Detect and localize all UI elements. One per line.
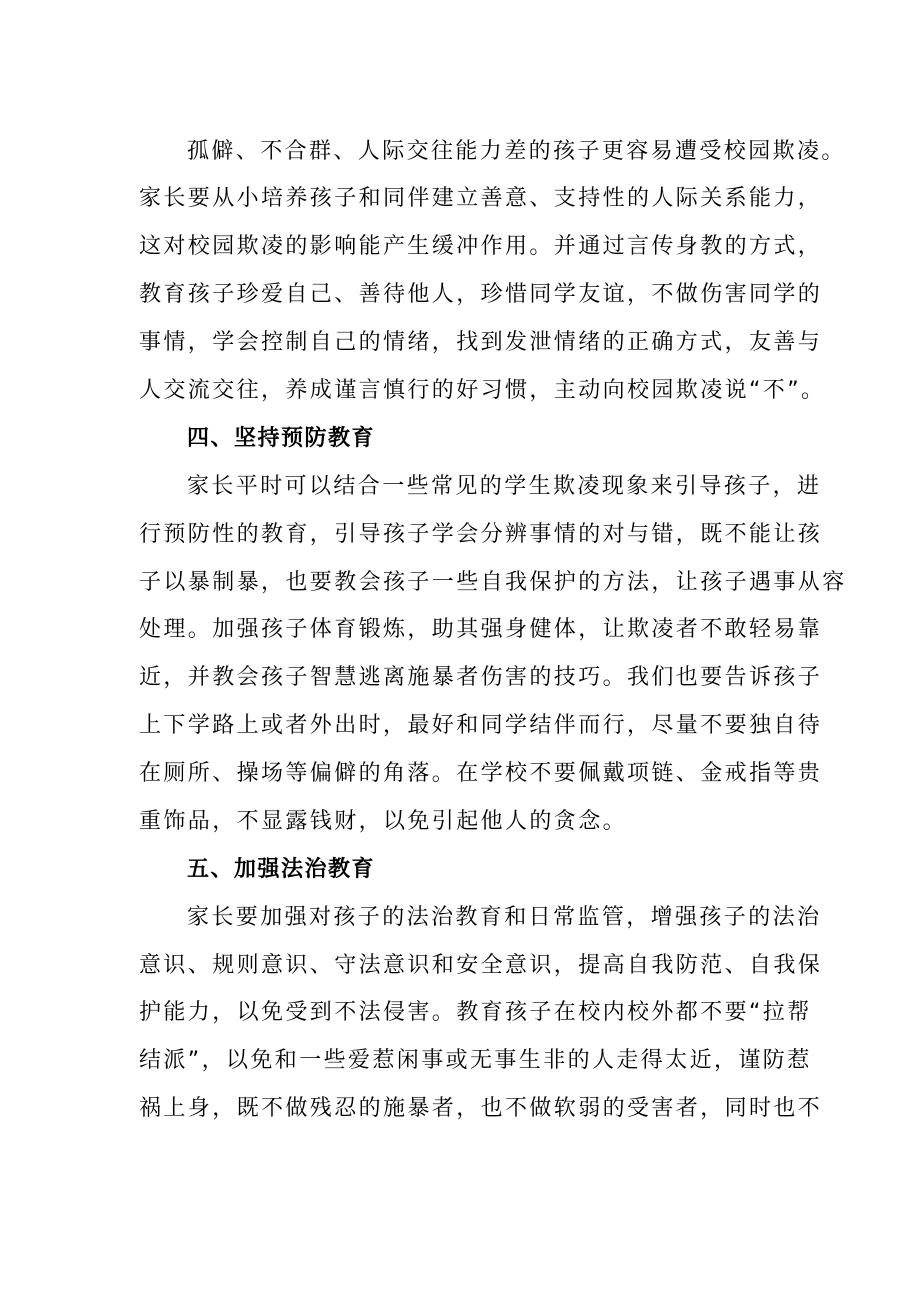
text-line: 家长平时可以结合一些常见的学生欺凌现象来引导孩子，进 — [187, 474, 822, 499]
text-line: 行预防性的教育，引导孩子学会分辨事情的对与错，既不能让孩 — [139, 522, 823, 547]
text-line: 家长要加强对孩子的法治教育和日常监管，增强孩子的法治 — [187, 905, 822, 930]
text-line: 这对校园欺凌的影响能产生缓冲作用。并通过言传身教的方式， — [139, 234, 823, 259]
text-line: 上下学路上或者外出时，最好和同学结伴而行，尽量不要独自待 — [139, 713, 823, 738]
section-heading: 五、加强法治教育 — [187, 857, 376, 882]
text-line: 重饰品，不显露钱财，以免引起他人的贪念。 — [139, 809, 628, 834]
text-line: 孤僻、不合群、人际交往能力差的孩子更容易遭受校园欺凌。 — [187, 139, 846, 164]
text-line: 人交流交往，养成谨言慎行的好习惯，主动向校园欺凌说“不”。 — [139, 378, 826, 403]
text-line: 子以暴制暴，也要教会孩子一些自我保护的方法，让孩子遇事从容 — [139, 570, 847, 595]
text-line: 教育孩子珍爱自己、善待他人，珍惜同学友谊，不做伤害同学的 — [139, 282, 823, 307]
text-line: 祸上身，既不做残忍的施暴者，也不做软弱的受害者，同时也不 — [139, 1096, 823, 1121]
text-line: 在厕所、操场等偏僻的角落。在学校不要佩戴项链、金戒指等贵 — [139, 761, 823, 786]
text-line: 处理。加强孩子体育锻炼，助其强身健体，让欺凌者不敢轻易靠 — [139, 617, 823, 642]
text-line: 家长要从小培养孩子和同伴建立善意、支持性的人际关系能力， — [139, 186, 823, 211]
text-line: 结派”，以免和一些爱惹闲事或无事生非的人走得太近，谨防惹 — [139, 1048, 812, 1073]
text-line: 护能力，以免受到不法侵害。教育孩子在校内校外都不要“拉帮 — [139, 1000, 812, 1025]
text-line: 近，并教会孩子智慧逃离施暴者伤害的技巧。我们也要告诉孩子 — [139, 665, 823, 690]
text-line: 意识、规则意识、守法意识和安全意识，提高自我防范、自我保 — [139, 953, 823, 978]
section-heading: 四、坚持预防教育 — [187, 426, 376, 451]
text-line: 事情，学会控制自己的情绪，找到发泄情绪的正确方式，友善与 — [139, 330, 823, 355]
